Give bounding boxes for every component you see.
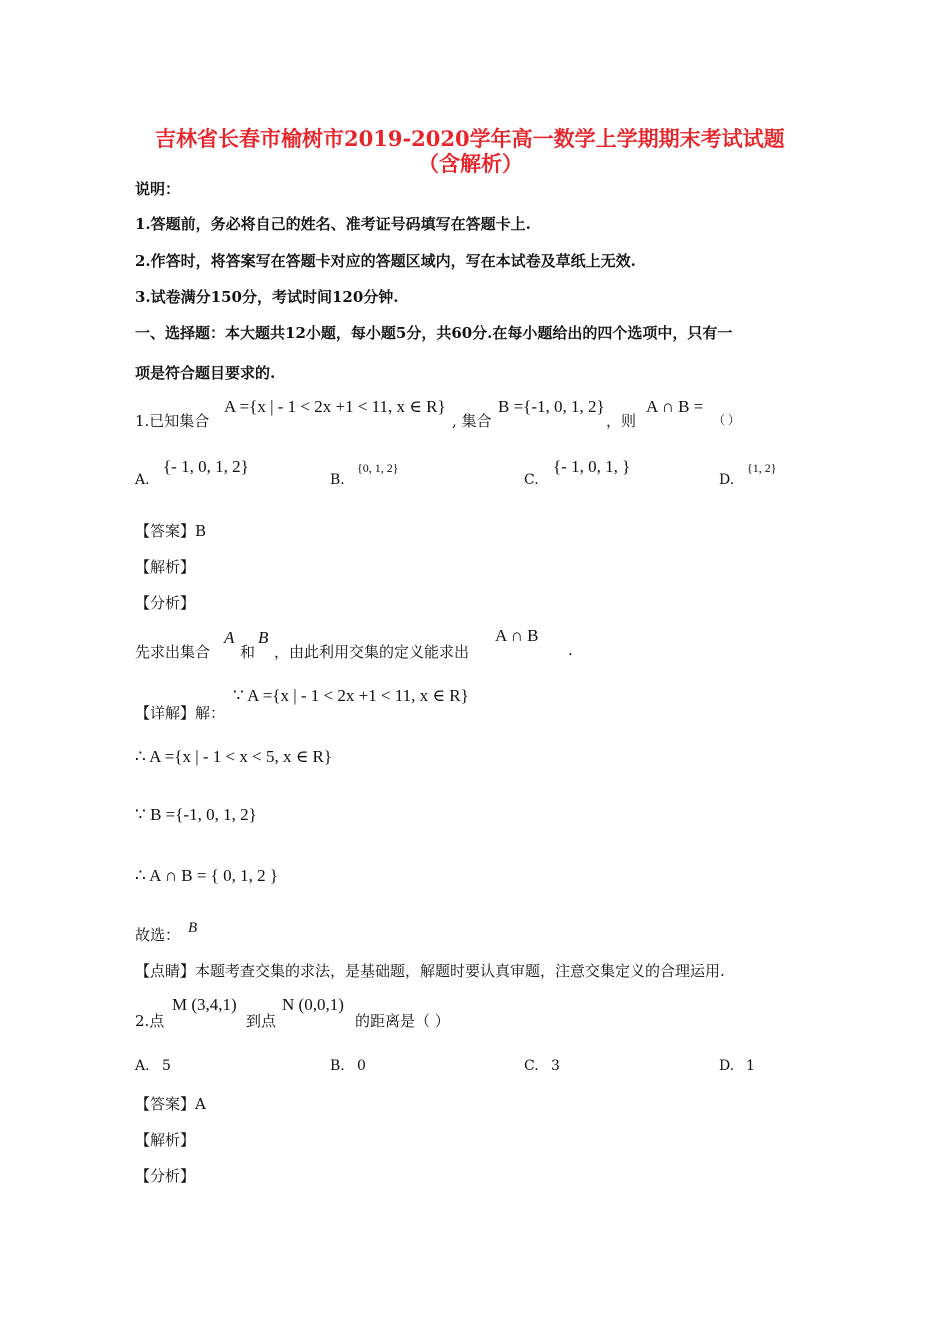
q1-prefix: 1.已知集合 [135, 412, 210, 430]
q2-option-d-letter: D. [719, 1058, 735, 1074]
q2-option-c-letter: C. [524, 1058, 539, 1074]
q1-analysis-text-3: ，由此利用交集的定义能求出 [274, 643, 470, 661]
q1-option-a-letter: A. [135, 472, 150, 488]
q2-option-c-value: 3 [551, 1058, 560, 1074]
q2-answer-tag: 【答案】A [135, 1095, 206, 1113]
q1-answer-tag: 【答案】B [135, 522, 207, 540]
q1-detail-given: ∵ A ={x | - 1 < 2x +1 < 11, x ∈ R} [233, 686, 469, 705]
q1-choice-label: 故选： [135, 926, 181, 944]
q1-analysis-intersection: A ∩ B [495, 626, 539, 645]
section-heading-line-2: 项是符合题目要求的. [135, 364, 276, 382]
section-heading-line-1: 一、选择题：本大题共12小题，每小题5分，共60分.在每小题给出的四个选项中，只有一 [135, 324, 733, 342]
q1-step-1: ∴ A ={x | - 1 < x < 5, x ∈ R} [135, 747, 333, 766]
q1-analysis-set-a: A [224, 628, 235, 647]
q1-then-text: ，则 [606, 412, 637, 430]
q1-analysis-period: . [568, 641, 573, 659]
document-subtitle: （含解析） [418, 151, 523, 176]
q2-suffix: 的距离是（ ） [355, 1012, 450, 1030]
q2-option-a-letter: A. [135, 1058, 150, 1074]
q2-option-d-value: 1 [746, 1058, 755, 1074]
q1-option-d-value: {1, 2} [747, 461, 777, 475]
q2-option-b-letter: B. [330, 1058, 345, 1074]
q2-option-a-value: 5 [162, 1058, 171, 1074]
q1-jiexi-tag: 【解析】 [135, 558, 196, 576]
q1-option-b-letter: B. [330, 472, 345, 488]
q1-option-d-letter: D. [719, 472, 735, 488]
q2-jiexi-tag: 【解析】 [135, 1131, 196, 1149]
q1-analysis-set-b: B [258, 628, 269, 647]
q1-set-a: A ={x | - 1 < 2x +1 < 11, x ∈ R} [224, 397, 446, 416]
q2-option-b-value: 0 [357, 1058, 366, 1074]
q2-point-m: M (3,4,1) [172, 995, 237, 1014]
q1-fenxi-tag: 【分析】 [135, 594, 196, 612]
q1-step-2: ∵ B ={-1, 0, 1, 2} [135, 805, 257, 824]
q1-option-b-value: {0, 1, 2} [357, 461, 399, 475]
instruction-item-1: 1.答题前，务必将自己的姓名、准考证号码填写在答题卡上. [135, 215, 531, 233]
q1-option-c-letter: C. [524, 472, 539, 488]
q2-fenxi-tag: 【分析】 [135, 1167, 196, 1185]
q1-detail-tag: 【详解】解： [135, 704, 226, 722]
q1-set-b: B ={-1, 0, 1, 2} [498, 397, 605, 416]
q1-expression: A ∩ B = [646, 397, 704, 416]
q1-comment: 【点睛】本题考查交集的求法，是基础题，解题时要认真审题，注意交集定义的合理运用. [135, 962, 725, 980]
q1-analysis-text-2: 和 [240, 643, 256, 661]
q2-point-n: N (0,0,1) [282, 995, 344, 1014]
q1-analysis-text-1: 先求出集合 [135, 643, 211, 661]
q1-answer-paren: （ ） [713, 413, 741, 427]
q1-mid-text: , 集合 [452, 412, 492, 430]
q2-prefix: 2.点 [135, 1012, 165, 1030]
instruction-item-2: 2.作答时，将答案写在答题卡对应的答题区域内，写在本试卷及草纸上无效. [135, 252, 636, 270]
q1-choice-value: B [188, 920, 198, 936]
q1-option-a-value: {- 1, 0, 1, 2} [163, 457, 249, 476]
document-title: 吉林省长春市榆树市2019-2020学年高一数学上学期期末考试试题 [155, 126, 785, 151]
q2-mid-text: 到点 [246, 1012, 277, 1030]
q1-step-3: ∴ A ∩ B = { 0, 1, 2 } [135, 866, 278, 885]
instruction-item-3: 3.试卷满分150分，考试时间120分钟. [135, 288, 399, 306]
instructions-heading: 说明： [135, 180, 181, 198]
q1-option-c-value: {- 1, 0, 1, } [553, 457, 631, 476]
